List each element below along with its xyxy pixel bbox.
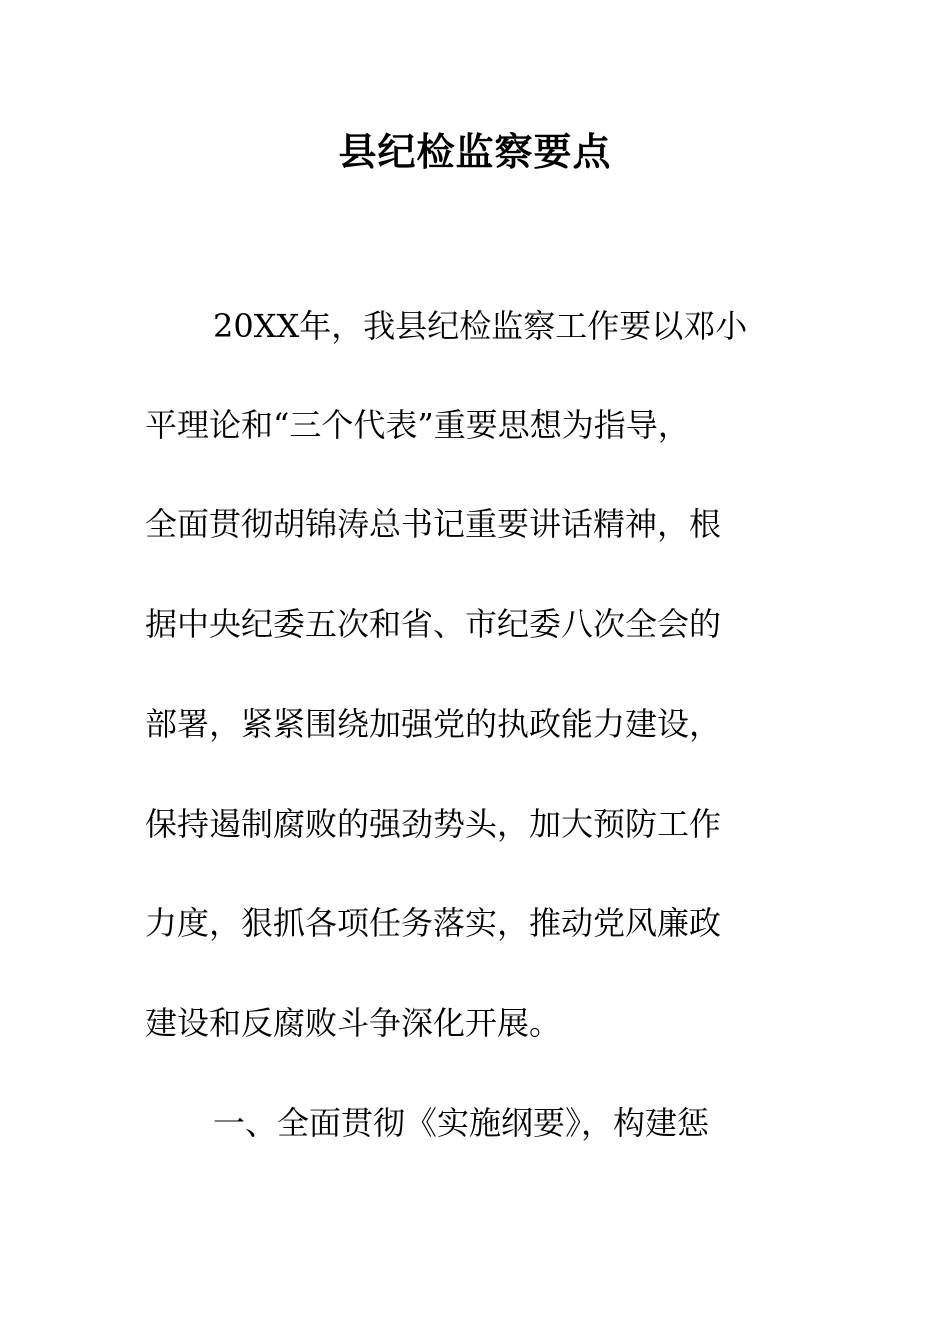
paragraph-line: 保持遏制腐败的强劲势头，加大预防工作 (145, 805, 722, 843)
paragraph-line: 据中央纪委五次和省、市纪委八次全会的 (145, 605, 722, 643)
document-title: 县纪检监察要点 (338, 129, 612, 174)
paragraph-line: 平理论和“三个代表”重要思想为指导， (145, 406, 690, 444)
paragraph-line: 20XX年，我县纪检监察工作要以邓小 (213, 307, 748, 345)
paragraph-line: 全面贯彻胡锦涛总书记重要讲话精神，根 (145, 505, 722, 543)
paragraph-line: 部署，紧紧围绕加强党的执政能力建设， (145, 705, 722, 743)
paragraph-line: 力度，狠抓各项任务落实，推动党风廉政 (145, 904, 722, 942)
section-heading-line: 一、全面贯彻《实施纲要》，构建惩 (213, 1104, 710, 1142)
paragraph-line: 建设和反腐败斗争深化开展。 (145, 1004, 562, 1042)
